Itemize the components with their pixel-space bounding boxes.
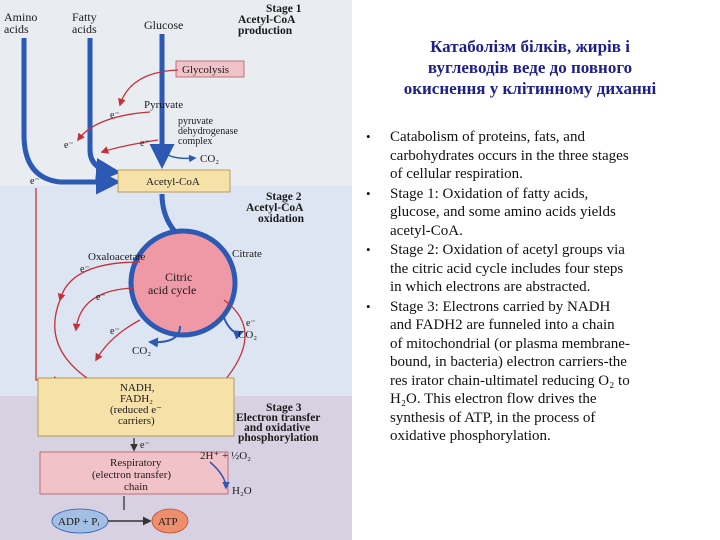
co2-label-2: CO₂	[132, 345, 152, 357]
adp-pi-label: ADP + Pᵢ	[58, 516, 100, 528]
svg-text:Citric: Citric	[165, 270, 193, 284]
electron-label-3: e⁻	[140, 138, 150, 149]
bullet-line: H₂O. This electron flow drives the	[390, 391, 597, 407]
electron-label-1: e⁻	[110, 110, 120, 121]
bullet-line: Stage 1: Oxidation of fatty acids,	[390, 185, 589, 202]
svg-text:(electron transfer): (electron transfer)	[92, 469, 172, 481]
acetyl-coa-label: Acetyl-CoA	[146, 176, 200, 188]
bullet-line: synthesis of ATP, in the process of	[390, 409, 596, 426]
svg-text:NADH,: NADH,	[120, 382, 155, 394]
bullet-line: bound, in bacteria) electron carriers-the	[390, 354, 627, 370]
svg-text:acids: acids	[72, 22, 97, 36]
svg-text:Electron transfer: Electron transfer	[236, 412, 321, 424]
svg-text:chain: chain	[124, 481, 148, 493]
svg-text:Stage 1: Stage 1	[266, 3, 302, 15]
glucose-label: Glucose	[144, 18, 184, 32]
bullet-line: Stage 2: Oxidation of acetyl groups via	[390, 242, 625, 258]
electron-label-8: e⁻	[246, 318, 256, 329]
atp-label: ATP	[158, 516, 178, 528]
electron-label-9: e⁻	[140, 440, 150, 451]
svg-text:Amino: Amino	[4, 10, 38, 24]
electron-label-4: e⁻	[30, 176, 40, 187]
water-output-label: H₂O	[232, 485, 252, 497]
svg-text:dehydrogenase: dehydrogenase	[178, 126, 238, 137]
svg-text:pyruvate: pyruvate	[178, 116, 213, 127]
slide-title	[360, 36, 700, 99]
oxygen-input-label: 2H⁺ + ½O₂	[200, 450, 251, 462]
bullet-icon: •	[366, 298, 371, 314]
svg-text:and oxidative: and oxidative	[244, 422, 311, 434]
glycolysis-label: Glycolysis	[182, 64, 230, 76]
bullet-item	[366, 185, 711, 241]
svg-text:Respiratory: Respiratory	[110, 457, 162, 469]
electron-label-7: e⁻	[110, 326, 120, 337]
bullet-line: glucose, and some amino acids yields	[390, 204, 616, 220]
electron-label-2: e⁻	[64, 140, 74, 151]
bullet-item	[366, 298, 711, 446]
svg-text:carriers): carriers)	[118, 415, 155, 427]
slide-title-line: вуглеводів веде до повного	[427, 58, 633, 77]
svg-text:phosphorylation: phosphorylation	[238, 432, 319, 444]
slide-title-line: окиснення у клітинному диханні	[403, 79, 657, 98]
respiration-stages-diagram	[0, 0, 352, 540]
bullet-list	[366, 128, 711, 447]
svg-text:Stage 2: Stage 2	[266, 191, 302, 203]
electron-label-5: e⁻	[80, 264, 90, 275]
svg-text:production: production	[238, 25, 293, 37]
slide-title-line: Катаболізм білків, жирів і	[430, 37, 630, 56]
svg-text:Acetyl-CoA: Acetyl-CoA	[238, 14, 296, 26]
bullet-line: and FADH2 are funneled into a chain	[390, 317, 615, 333]
bullet-item	[366, 241, 711, 297]
bullet-icon: •	[366, 185, 371, 201]
fatty-acids-label	[72, 10, 97, 36]
svg-text:acids: acids	[4, 22, 29, 36]
pyruvate-label: Pyruvate	[144, 99, 184, 111]
bullet-line: res irator chain-ultimatel reducing O₂ to	[390, 372, 630, 389]
electron-label-6: e⁻	[96, 292, 106, 303]
bullet-icon: •	[366, 129, 371, 144]
svg-text:Acetyl-CoA: Acetyl-CoA	[246, 202, 304, 214]
svg-text:(reduced e⁻: (reduced e⁻	[110, 404, 162, 416]
citrate-label: Citrate	[232, 248, 262, 260]
svg-text:oxidation: oxidation	[258, 213, 305, 225]
co2-label-1: CO₂	[200, 153, 220, 165]
bullet-icon: •	[366, 242, 371, 257]
bullet-line: Catabolism of proteins, fats, and	[390, 129, 585, 145]
oxaloacetate-label: Oxaloacetate	[88, 251, 146, 263]
bullet-item	[366, 128, 711, 184]
bullet-line: of mitochondrial (or plasma membrane-	[390, 335, 630, 352]
svg-text:complex: complex	[178, 136, 213, 147]
bullet-line: of cellular respiration.	[390, 166, 523, 182]
bullet-line: carbohydrates occurs in the three stages	[390, 147, 629, 164]
svg-text:Fatty: Fatty	[72, 10, 97, 24]
bullet-line: in which electrons are abstracted.	[390, 279, 591, 295]
co2-label-3: CO₂	[238, 329, 258, 341]
svg-text:FADH₂: FADH₂	[120, 393, 153, 405]
svg-text:Stage 3: Stage 3	[266, 402, 302, 414]
bullet-line: the citric acid cycle includes four steps	[390, 260, 624, 277]
bullet-line: acetyl-CoA.	[390, 222, 463, 239]
bullet-line: oxidative phosphorylation.	[390, 428, 551, 444]
svg-text:acid cycle: acid cycle	[148, 283, 197, 297]
bullet-line: Stage 3: Electrons carried by NADH	[390, 298, 611, 315]
